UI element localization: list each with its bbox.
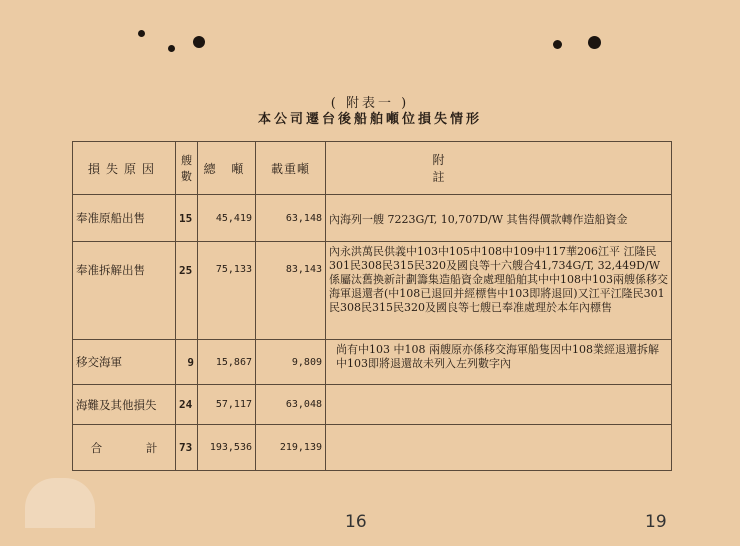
- cell-count: 9: [176, 340, 198, 385]
- cell-reason: 移交海軍: [73, 340, 176, 385]
- table-row: [73, 340, 672, 385]
- cell-dw: 63,148: [256, 195, 326, 242]
- punch-hole: [193, 36, 205, 48]
- table-row: [73, 195, 672, 242]
- cell-note: [326, 385, 672, 425]
- cell-note: 內永洪萬民供義中103中105中108中109中117華206江平 江隆民301民308民315民320及國良等十六艘合41,734G/T, 32,449D/W係屬汰舊換新計劃籌集造船資金處理船舶其中中108中103兩艘係移交海軍退還者(中108已退回并經標售中103即將退回)又江平江隆民301民308民315民320及國良等七艘已奉准處理於本年內標售: [326, 242, 672, 340]
- punch-hole: [588, 36, 601, 49]
- cell-dw: 83,143: [256, 242, 326, 340]
- cell-gross: 45,419: [198, 195, 256, 242]
- cell-dw: 219,139: [256, 425, 326, 471]
- header-reason: 損失原因: [73, 142, 176, 195]
- cell-note: 內海列一艘 7223G/T, 10,707D/W 其售得價款轉作造船資金: [326, 195, 672, 242]
- cell-note: 尚有中103 中108 兩艘原亦係移交海軍船隻因中108業經退還拆解中103即將退還故未列入左列數字內: [326, 340, 672, 385]
- punch-hole: [138, 30, 145, 37]
- header-dw: 載重噸: [256, 142, 326, 195]
- cell-note: [326, 425, 672, 471]
- table-row: [73, 385, 672, 425]
- cell-count: 24: [176, 385, 198, 425]
- header-note: 附 註: [326, 142, 672, 195]
- cell-dw: 63,048: [256, 385, 326, 425]
- page-title: 本公司遷台後船舶噸位損失情形: [257, 112, 482, 127]
- punch-hole: [553, 40, 562, 49]
- punch-hole: [168, 45, 175, 52]
- cell-count: 73: [176, 425, 198, 471]
- watermark-logo: [25, 478, 95, 528]
- header-gross: 總 噸: [198, 142, 256, 195]
- cell-count: 15: [176, 195, 198, 242]
- table-header: [73, 142, 672, 195]
- cell-reason: 合 計: [73, 425, 176, 471]
- header-count: 艘數: [176, 142, 198, 195]
- page-number-right: 19: [645, 512, 667, 532]
- cell-gross: 193,536: [198, 425, 256, 471]
- cell-reason: 奉准原船出售: [73, 195, 176, 242]
- cell-reason: 奉准拆解出售: [73, 242, 176, 340]
- table-label: ( 附表一 ): [330, 96, 410, 111]
- cell-gross: 15,867: [198, 340, 256, 385]
- table-row-total: [73, 425, 672, 471]
- cell-gross: 57,117: [198, 385, 256, 425]
- page-number-left: 16: [345, 512, 367, 532]
- cell-dw: 9,809: [256, 340, 326, 385]
- cell-gross: 75,133: [198, 242, 256, 340]
- cell-count: 25: [176, 242, 198, 340]
- cell-reason: 海難及其他損失: [73, 385, 176, 425]
- loss-table: [72, 141, 672, 471]
- table-row: [73, 242, 672, 340]
